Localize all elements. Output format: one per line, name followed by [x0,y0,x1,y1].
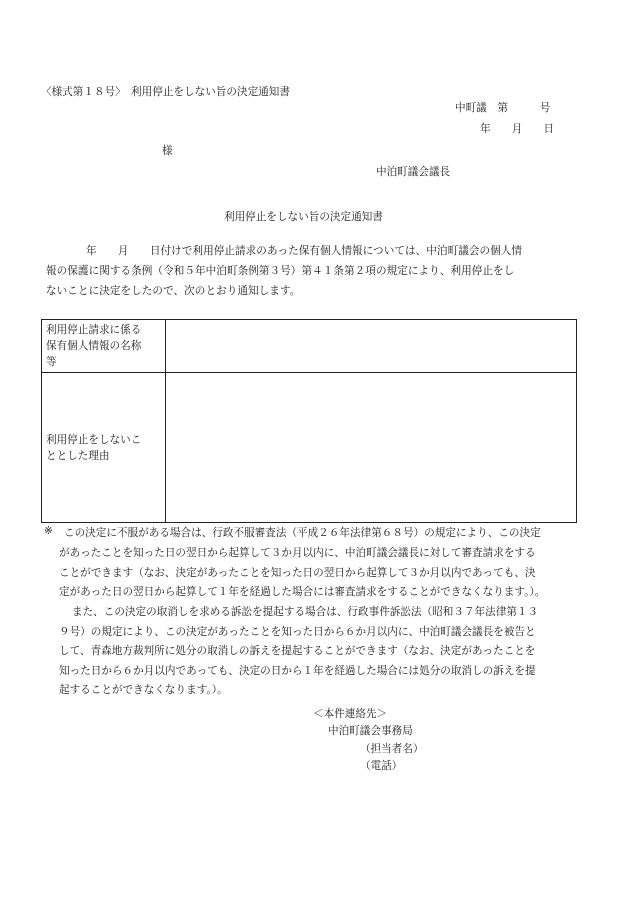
table-row [42,320,577,373]
row1-label-line: 保有個人情報の名称 [46,340,142,352]
contact-office: 中泊町議会事務局 [328,725,413,737]
table-row [42,373,577,523]
addressee-suffix: 様 [162,145,173,157]
body-line-2: 報の保護に関する条例（令和５年中泊町条例第３号）第４１条第２項の規定により、利用停止をし [46,265,515,277]
document-number: 中町議 第 号 [455,102,551,114]
document-title: 利用停止をしない旨の決定通知書 [224,211,383,223]
sender-name: 中泊町議会議長 [376,166,451,178]
row2-label-cell [42,373,166,523]
row1-label-line: 等 [46,356,57,368]
note-line: また、この決定の取消しを求める訴訟を提起する場合は、行政事件訴訟法（昭和３７年法律第１３ [72,606,539,618]
body-line-3: ないことに決定をしたので、次のとおり通知します。 [46,285,301,297]
note-line: 起することができなくなります。）。 [59,684,228,696]
contact-heading: ＜本件連絡先＞ [313,708,388,720]
form-label: 〈様式第１８号〉 利用停止をしない旨の決定通知書 [41,86,290,98]
row1-label-line: 利用停止請求に係る [46,324,142,336]
contact-phone: （電話） [360,760,403,772]
note-line: ９号）の規定により、この決定があったことを知った日から６か月以内に、中泊町議会議長を被告と [59,626,536,638]
document-date: 年 月 日 [480,123,555,135]
body-line-1: 年 月 日付けで利用停止請求のあった保有個人情報については、中泊町議会の個人情 [86,245,523,257]
info-table [41,319,577,523]
note-line: 定があった日の翌日から起算して１年を経過した場合には審査請求をすることができなくなります。）。 [59,586,546,598]
contact-person: （担当者名） [360,743,424,755]
note-line: この決定に不服がある場合は、行政不服審査法（平成２６年法律第６８号）の規定により、この決定 [64,527,541,539]
note-line: 知った日から６か月以内であっても、決定の日から１年を経過した場合には処分の取消しの訴えを提 [59,665,536,677]
row1-value-cell[interactable] [166,320,577,373]
note-line: ことができます（なお、決定があったことを知った日の翌日から起算して３か月以内であっても、決 [59,567,536,579]
row2-label-line: 利用停止をしないこ [46,433,142,446]
note-line: して、青森地方裁判所に処分の取消しの訴えを提起することができます（なお、決定があったことを [59,645,536,657]
note-line: があったことを知った日の翌日から起算して３か月以内に、中泊町議会議長に対して審査請求をする [59,547,536,559]
row1-label-cell [42,320,166,373]
row2-value-cell[interactable] [166,373,577,523]
row2-label-line: ととした理由 [46,449,110,462]
note-mark: ※ [44,525,53,537]
